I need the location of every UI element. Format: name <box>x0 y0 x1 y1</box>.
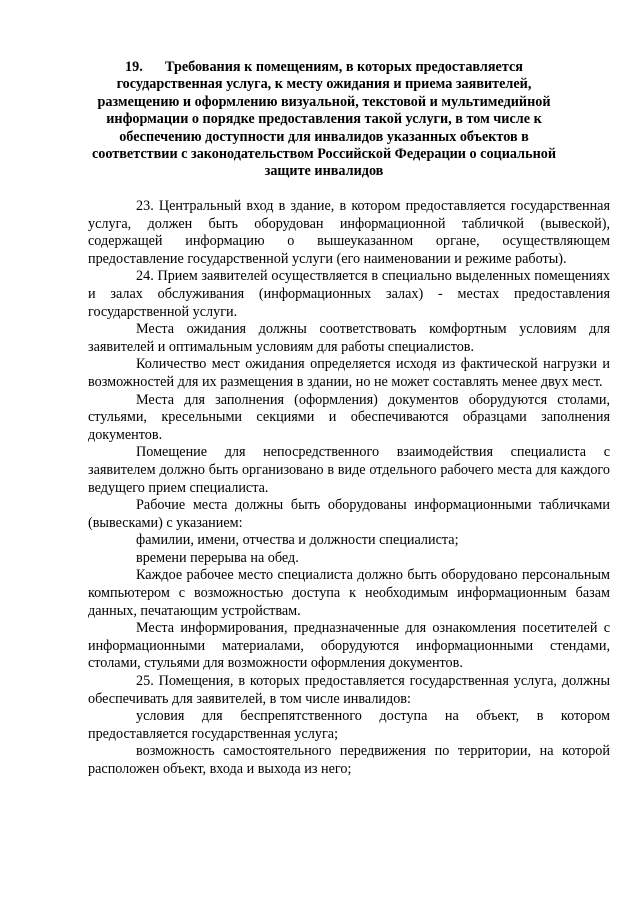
paragraph-23: 23. Центральный вход в здание, в котором предоставляется государственная услуга, должен быть оборудован информационной табличкой (вывеской), содержащей информацию о вышеуказанном органе, осуществляющем предоставление государственной услуги (его наименовании и режиме работы). <box>88 198 610 267</box>
section-number: 19. <box>125 59 143 75</box>
paragraph: Места информирования, предназначенные для ознакомления посетителей с информационными материалами, оборудуются информационными стендами, столами, стульями для возможности оформления документов. <box>88 620 610 672</box>
paragraph: Места ожидания должны соответствовать комфортным условиям для заявителей и оптимальным условиям для работы специалистов. <box>88 321 610 355</box>
paragraph-25: 25. Помещения, в которых предоставляется государственная услуга, должны обеспечивать для заявителей, в том числе инвалидов: <box>88 673 610 707</box>
paragraph: Каждое рабочее место специалиста должно быть оборудовано персональным компьютером с возможностью доступа к необходимым информационным базам данных, печатающим устройствам. <box>88 567 610 619</box>
paragraph: Места для заполнения (оформления) документов оборудуются столами, стульями, кресельными секциями и обеспечиваются образцами заполнения документов. <box>88 391 610 443</box>
section-heading <box>88 59 560 181</box>
section-title: Требования к помещениям, в которых предоставляется государственная услуга, к месту ожидания и приема заявителей, размещению и оформлению визуальной, текстовой и мультимедийной информации о порядке предоставления такой услуги, в том числе к обеспечению доступности для инвалидов указанных объектов в соответствии с законодательством Российской Федерации о социальной защите инвалидов <box>91 59 557 180</box>
list-item: условия для беспрепятственного доступа на объект, в котором предоставляется государственная услуга; <box>88 708 610 742</box>
paragraph-24: 24. Прием заявителей осуществляется в специально выделенных помещениях и залах обслуживания (информационных залах) - местах предоставления государственной услуги. <box>88 268 610 320</box>
paragraph: Помещение для непосредственного взаимодействия специалиста с заявителем должно быть организовано в виде отдельного рабочего места для каждого ведущего прием специалиста. <box>88 444 610 496</box>
paragraph: Рабочие места должны быть оборудованы информационными табличками (вывесками) с указанием: <box>88 497 610 531</box>
list-item: возможность самостоятельного передвижения по территории, на которой расположен объект, входа и выхода из него; <box>88 743 610 777</box>
paragraph: Количество мест ожидания определяется исходя из фактической нагрузки и возможностей для их размещения в здании, но не может составлять менее двух мест. <box>88 356 610 390</box>
list-item: времени перерыва на обед. <box>136 549 299 566</box>
list-item: фамилии, имени, отчества и должности специалиста; <box>136 532 459 549</box>
document-body <box>88 198 610 779</box>
